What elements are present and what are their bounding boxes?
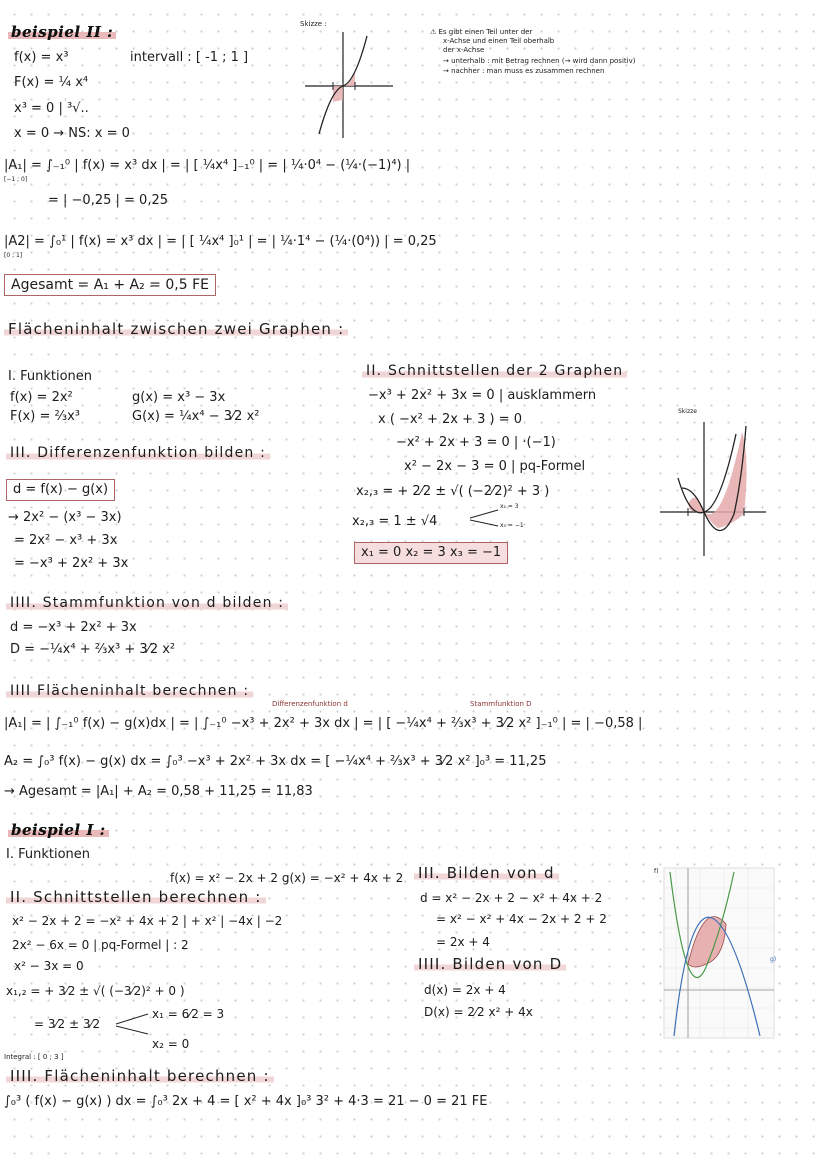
ex1-root-1: x₁ = 6⁄2 = 3 bbox=[152, 1007, 225, 1021]
sec-G: G(x) = ¼x⁴ − 3⁄2 x² bbox=[132, 409, 260, 424]
ex1-interval: Integral : [ 0 ; 3 ] bbox=[4, 1053, 64, 1061]
ex2-skizze-label: Skizze : bbox=[300, 20, 327, 28]
sec-label-stamm: Stammfunktion D bbox=[470, 700, 532, 708]
example-2-title: beispiel II : bbox=[8, 24, 116, 40]
ex1-ss-line-1: x² − 2x + 2 = −x² + 4x + 2 | + x² | −4x | −2 bbox=[12, 914, 283, 928]
ex1-area-heading: IIII. Flächeninhalt berechnen : bbox=[6, 1068, 274, 1084]
ex2-function: f(x) = x³ bbox=[14, 50, 69, 65]
parabola-graph bbox=[664, 868, 777, 1038]
ex2-antiderivative: F(x) = ¼ x⁴ bbox=[14, 75, 89, 90]
sec-d-line-2: = 2x² − x³ + 3x bbox=[14, 533, 118, 548]
sec-ss-result: x₁ = 0 x₂ = 3 x₃ = −1 bbox=[354, 542, 508, 564]
ex1-functions: f(x) = x² − 2x + 2 g(x) = −x² + 4x + 2 bbox=[170, 871, 404, 885]
sec-d-line-3: = −x³ + 2x² + 3x bbox=[14, 556, 129, 571]
sec-ss-line-5: x₂,₃ = + 2⁄2 ± √( (−2⁄2)² + 3 ) bbox=[356, 484, 550, 499]
ex2-note-3: der x-Achse bbox=[443, 46, 485, 54]
branch-lines bbox=[470, 506, 500, 528]
ex1-branch-lines bbox=[116, 1010, 152, 1036]
sec-ss-line-4: x² − 2x − 3 = 0 | pq-Formel bbox=[404, 459, 586, 474]
sec-ss-line-3: −x² + 2x + 3 = 0 | ·(−1) bbox=[396, 435, 556, 450]
graph-f-label: f) bbox=[654, 868, 659, 875]
sec-g: g(x) = x³ − 3x bbox=[132, 390, 226, 405]
ex1-functions-heading: I. Funktionen bbox=[6, 847, 91, 862]
sec-ss-root-3: x₃ = −1 bbox=[500, 522, 524, 529]
sec-skizze-label: Skizze bbox=[678, 408, 697, 415]
cubic-sketch bbox=[305, 30, 395, 140]
ex1-D-line-1: d(x) = 2x + 4 bbox=[424, 983, 506, 997]
ex2-note-4: → unterhalb : mit Betrag rechnen (→ wird dann positiv) bbox=[443, 57, 636, 65]
sec-stamm-heading: IIII. Stammfunktion von d bilden : bbox=[6, 595, 288, 611]
ex2-note-5: → nachher : man muss es zusammen rechnen bbox=[443, 67, 605, 75]
ex2-note-1: ⚠ Es gibt einen Teil unter der bbox=[430, 28, 533, 36]
ex2-interval: intervall : [ -1 ; 1 ] bbox=[130, 50, 249, 65]
sec-ss-root-2: x₂ = 3 bbox=[500, 503, 519, 510]
ex2-area-1-result: = | −0,25 | = 0,25 bbox=[48, 193, 168, 208]
graph-g-label: g) bbox=[770, 956, 777, 963]
sec-ss-line-6: x₂,₃ = 1 ± √4 bbox=[352, 514, 438, 529]
sec-stamm-d: d = −x³ + 2x² + 3x bbox=[10, 620, 137, 635]
ex2-area-1-interval: [−1 ; 0] bbox=[4, 176, 28, 183]
sec-diff-heading: III. Differenzenfunktion bilden : bbox=[6, 445, 270, 461]
sec-area-heading: IIII Flächeninhalt berechnen : bbox=[6, 683, 253, 699]
ex1-ss-heading: II. Schnittstellen berechnen : bbox=[6, 889, 266, 905]
ex1-D-line-2: D(x) = 2⁄2 x² + 4x bbox=[424, 1005, 533, 1019]
ex2-root-result: x = 0 → NS: x = 0 bbox=[14, 126, 130, 141]
ex1-area-result: ∫₀³ ( f(x) − g(x) ) dx = ∫₀³ 2x + 4 = [ x² + 4x ]₀³ 3² + 4·3 = 21 − 0 = 21 FE bbox=[4, 1094, 488, 1109]
two-graphs-sketch bbox=[660, 418, 770, 558]
sec-ss-line-1: −x³ + 2x² + 3x = 0 | ausklammern bbox=[368, 388, 597, 403]
sec-d-definition: d = f(x) − g(x) bbox=[6, 479, 115, 501]
ex1-ss-line-2: 2x² − 6x = 0 | pq-Formel | : 2 bbox=[12, 938, 189, 952]
ex1-d-line-3: = 2x + 4 bbox=[436, 935, 490, 949]
sec-label-diff: Differenzenfunktion d bbox=[272, 700, 348, 708]
ex2-area-1: |A₁| = ∫₋₁⁰ | f(x) = x³ dx | = | [ ¼x⁴ ]₋₁⁰ | = | ¼·0⁴ − (¼·(−1)⁴) | bbox=[4, 158, 411, 173]
ex2-note-2: x-Achse und einen Teil oberhalb bbox=[443, 37, 555, 45]
ex2-area-2-interval: [0 ; 1] bbox=[4, 252, 23, 259]
ex1-d-heading: III. Bilden von d bbox=[414, 865, 559, 881]
ex1-D-heading: IIII. Bilden von D bbox=[414, 956, 566, 972]
example-1-title: beispiel I : bbox=[8, 822, 109, 838]
sec-f: f(x) = 2x² bbox=[10, 390, 73, 405]
ex1-ss-line-3: x² − 3x = 0 bbox=[14, 959, 84, 973]
ex1-d-line-2: = x² − x² + 4x − 2x + 2 + 2 bbox=[436, 912, 607, 926]
ex2-area-2: |A2| = ∫₀¹ | f(x) = x³ dx | = | [ ¼x⁴ ]₀¹ | = | ¼·1⁴ − (¼·(0⁴)) | = 0,25 bbox=[4, 234, 437, 249]
sec-ss-heading: II. Schnittstellen der 2 Graphen bbox=[362, 363, 627, 379]
ex1-ss-line-4: x₁,₂ = + 3⁄2 ± √( (−3⁄2)² + 0 ) bbox=[6, 984, 185, 998]
sec-stamm-D: D = −¼x⁴ + ⅔x³ + 3⁄2 x² bbox=[10, 642, 176, 657]
sec-F: F(x) = ⅔x³ bbox=[10, 409, 80, 424]
ex1-root-2: x₂ = 0 bbox=[152, 1037, 190, 1051]
sec-ss-line-2: x ( −x² + 2x + 3 ) = 0 bbox=[378, 412, 523, 427]
ex2-root-eq: x³ = 0 | ³√.. bbox=[14, 101, 89, 116]
ex2-total-area: Agesamt = A₁ + A₂ = 0,5 FE bbox=[4, 274, 216, 296]
sec-d-line-1: → 2x² − (x³ − 3x) bbox=[8, 510, 122, 525]
ex1-d-line-1: d = x² − 2x + 2 − x² + 4x + 2 bbox=[420, 891, 603, 905]
sec-functions-heading: I. Funktionen bbox=[8, 369, 93, 384]
sec-area-line-2: A₂ = ∫₀³ f(x) − g(x) dx = ∫₀³ −x³ + 2x² + 3x dx = [ −¼x⁴ + ⅔x³ + 3⁄2 x² ]₀³ = 11,25 bbox=[4, 754, 547, 769]
section-title: Flächeninhalt zwischen zwei Graphen : bbox=[4, 321, 348, 337]
sec-area-line-1: |A₁| = | ∫₋₁⁰ f(x) − g(x)dx | = | ∫₋₁⁰ −x³ + 2x² + 3x dx | = | [ −¼x⁴ + ⅔x³ + 3⁄2 x² ]₋₁⁰ | = | −0,58 | bbox=[4, 716, 643, 731]
ex1-ss-line-5: = 3⁄2 ± 3⁄2 bbox=[34, 1017, 101, 1031]
sec-area-total: → Agesamt = |A₁| + A₂ = 0,58 + 11,25 = 11,83 bbox=[4, 784, 313, 799]
